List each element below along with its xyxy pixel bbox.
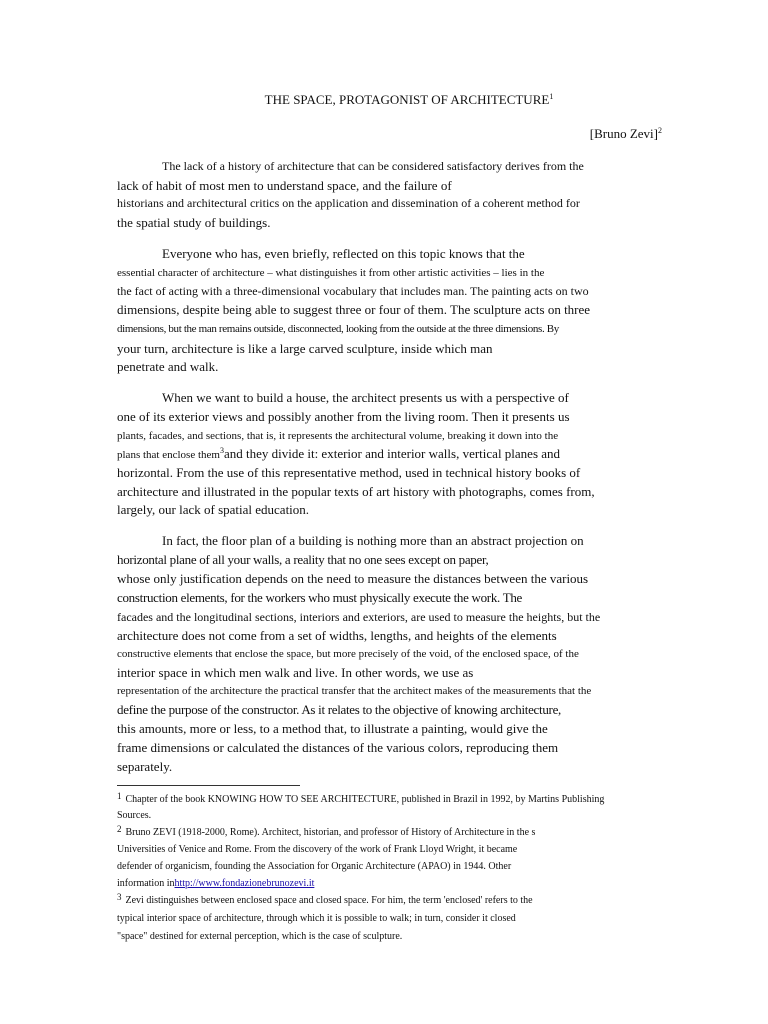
paragraph-3-line: When we want to build a house, the architect presents us with a perspective of — [162, 390, 569, 405]
paragraph-4-line: horizontal plane of all your walls, a reality that no one sees except on paper, — [117, 552, 489, 567]
footnote-2-line: defender of organicism, founding the Association for Organic Architecture (APAO) in 1944. Other — [117, 861, 512, 872]
paragraph-2-line: Everyone who has, even briefly, reflected on this topic knows that the — [162, 246, 525, 261]
paragraph-3-line: architecture and illustrated in the popular texts of art history with photographs, comes from, — [117, 484, 595, 499]
paragraph-4-line: In fact, the floor plan of a building is nothing more than an abstract projection on — [162, 533, 584, 548]
footnote-3 — [117, 893, 533, 909]
paragraph-2-line: dimensions, but the man remains outside, disconnected, looking from the outside at the three dimensions. By — [117, 323, 559, 335]
footnote-number: 1 — [117, 791, 122, 801]
paragraph-2-line: the fact of acting with a three-dimensional vocabulary that includes man. The painting acts on two — [117, 284, 589, 298]
paragraph-1-line: historians and architectural critics on the application and dissemination of a coherent method for — [117, 196, 580, 210]
footnote-3-line: typical interior space of architecture, through which it is possible to walk; in turn, consider it closed — [117, 913, 516, 924]
footnote-1 — [117, 792, 604, 808]
footnote-separator — [117, 785, 300, 786]
footnote-1-line: Sources. — [117, 810, 152, 821]
paragraph-4-line: interior space in which men walk and live. In other words, we use as — [117, 665, 474, 680]
paragraph-4-line: construction elements, for the workers who must physically execute the work. The — [117, 590, 523, 605]
paragraph-1-line: The lack of a history of architecture that can be considered satisfactory derives from the — [162, 159, 584, 173]
paragraph-3-line: largely, our lack of spatial education. — [117, 502, 310, 517]
paragraph-3-line: one of its exterior views and possibly another from the living room. Then it presents us — [117, 409, 570, 424]
footnote-number: 2 — [117, 824, 122, 834]
title-text: THE SPACE, PROTAGONIST OF ARCHITECTURE — [264, 92, 550, 107]
paragraph-3-line: plants, facades, and sections, that is, it represents the architectural volume, breaking it down into the — [117, 430, 559, 442]
paragraph-4-line: constructive elements that enclose the space, but more precisely of the void, of the enclosed space, of the — [117, 648, 579, 660]
paragraph-2-line: your turn, architecture is like a large carved sculpture, inside which man — [117, 341, 493, 356]
footnote-text: Chapter of the book KNOWING HOW TO SEE ARCHITECTURE, published in Brazil in 1992, by Martins Publishing — [125, 794, 605, 805]
paragraph-4-line: this amounts, more or less, to a method that, to illustrate a painting, would give the — [117, 721, 548, 736]
paragraph-4-line: separately. — [117, 759, 173, 774]
document-title — [0, 92, 768, 108]
paragraph-4-line: frame dimensions or calculated the distances of the various colors, reproducing them — [117, 740, 559, 755]
paragraph-2-line: penetrate and walk. — [117, 359, 219, 374]
paragraph-1-line: the spatial study of buildings. — [117, 215, 271, 230]
paragraph-3-line — [117, 445, 560, 464]
footnote-text: Zevi distinguishes between enclosed space and closed space. For him, the term 'enclosed' refers to the — [125, 895, 533, 906]
footnote-number: 3 — [117, 892, 122, 902]
author-line — [590, 126, 662, 142]
paragraph-3-line: horizontal. From the use of this representative method, used in technical history books of — [117, 465, 581, 480]
paragraph-2-line: essential character of architecture – what distinguishes it from other artistic activities – lies in the — [117, 267, 545, 279]
author-name: [Bruno Zevi] — [589, 126, 658, 141]
paragraph-4-line: architecture does not come from a set of widths, lengths, and heights of the elements — [117, 628, 557, 643]
paragraph-1-line: lack of habit of most men to understand space, and the failure of — [117, 178, 452, 193]
foundation-website-link[interactable]: http://www.fondazionebrunozevi.it — [174, 878, 315, 889]
footnote-text: information in — [117, 878, 175, 889]
paragraph-4-line: facades and the longitudinal sections, interiors and exteriors, are used to measure the heights, but the — [117, 610, 601, 624]
title-footnote-ref: 1 — [549, 92, 554, 101]
paragraph-2-line: dimensions, despite being able to suggest three or four of them. The sculpture acts on three — [117, 302, 591, 317]
paragraph-4-line: representation of the architecture the practical transfer that the architect makes of the measurements that the — [117, 685, 592, 697]
footnote-3-line: "space" destined for external perception, which is the case of sculpture. — [117, 931, 403, 942]
footnote-text: Bruno ZEVI (1918-2000, Rome). Architect, historian, and professor of History of Architecture in the s — [125, 827, 536, 838]
footnote-2-line — [117, 876, 336, 892]
footnote-ref: 3 — [219, 446, 224, 455]
line-text: plans that enclose them — [117, 449, 220, 461]
footnote-2 — [117, 825, 535, 841]
footnote-2-line: Universities of Venice and Rome. From the discovery of the work of Frank Lloyd Wright, it became — [117, 844, 518, 855]
paragraph-4-line: whose only justification depends on the need to measure the distances between the various — [117, 571, 589, 586]
paragraph-4-line: define the purpose of the constructor. As it relates to the objective of knowing architecture, — [117, 702, 561, 717]
author-footnote-ref: 2 — [658, 126, 662, 135]
line-text: and they divide it: exterior and interior walls, vertical planes and — [223, 446, 561, 461]
